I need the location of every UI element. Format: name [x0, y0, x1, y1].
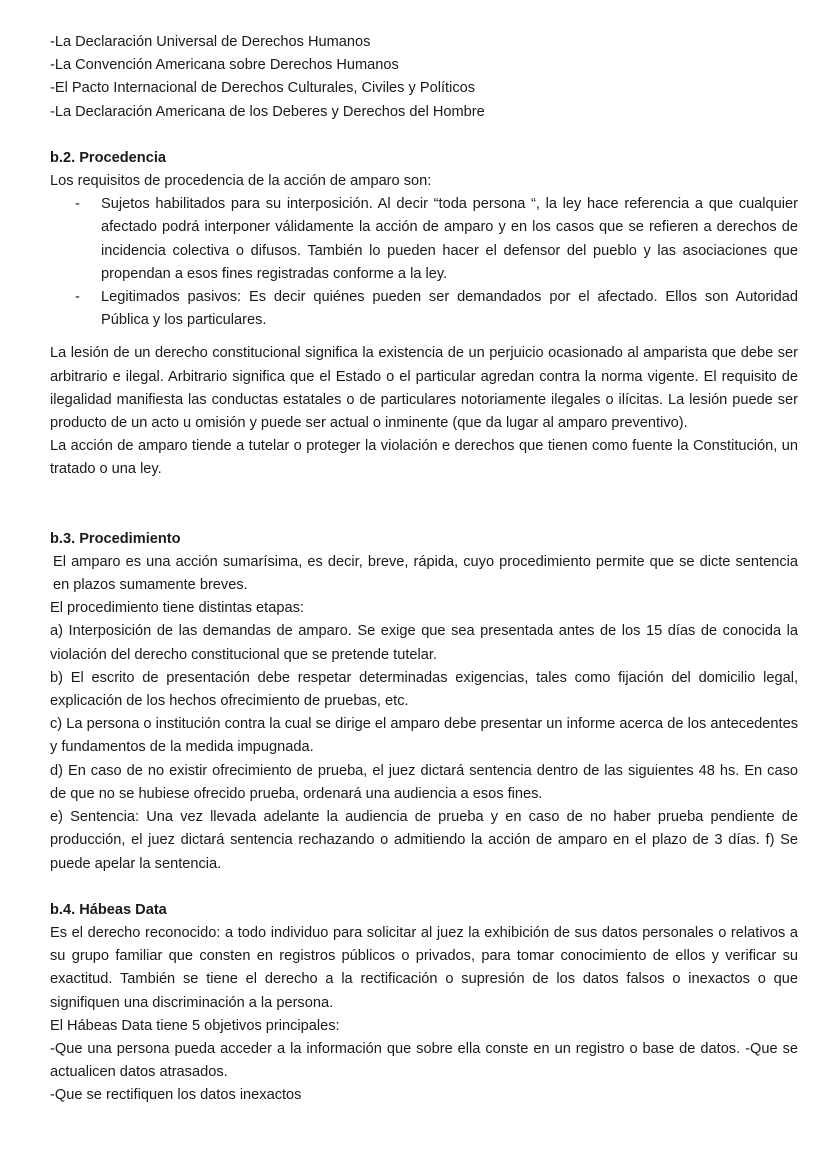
list-item: -La Convención Americana sobre Derechos Humanos	[50, 57, 399, 74]
treaties-list	[50, 31, 798, 124]
list-item: -La Declaración Americana de los Deberes y Derechos del Hombre	[50, 103, 485, 120]
objective-item: -Que se rectifiquen los datos inexactos	[50, 1087, 302, 1104]
stage-item: a) Interposición de las demandas de amparo. Se exige que sea presentada antes de los 15 días de conocida la violación del derecho constitucional que se pretende tutelar.	[50, 623, 798, 663]
list-item-text: Legitimados pasivos: Es decir quiénes pueden ser demandados por el afectado. Ellos son Autoridad Pública y los particulares.	[101, 289, 798, 329]
stage-item: c) La persona o institución contra la cual se dirige el amparo debe presentar un informe acerca de los antecedentes y fundamentos de la medida impugnada.	[50, 716, 798, 756]
objective-item: -Que una persona pueda acceder a la información que sobre ella conste en un registro o base de datos. -Que se actualicen datos atrasados.	[50, 1040, 798, 1081]
section-procedimiento	[50, 528, 798, 876]
document-body	[50, 31, 798, 1108]
stage-item: b) El escrito de presentación debe respetar determinadas exigencias, tales como fijación del domicilio legal, explicación de los hechos ofrecimiento de pruebas, etc.	[50, 669, 798, 710]
bullet-dash: -	[75, 196, 80, 213]
paragraph: La acción de amparo tiende a tutelar o proteger la violación e derechos que tienen como fuente la Constitución, un tratado o una ley.	[50, 438, 798, 478]
paragraph: El amparo es una acción sumarísima, es decir, breve, rápida, cuyo procedimiento permite que se dicte sentencia en plazos sumamente breves.	[53, 553, 798, 594]
list-item	[50, 193, 798, 286]
bullet-dash: -	[75, 289, 80, 306]
list-item-text: Sujetos habilitados para su interposición. Al decir “toda persona “, la ley hace referencia a que cualquier afectado podrá interponer válidamente la acción de amparo y en los casos que se refieren a derechos de incidencia colectiva o difusos. También lo pueden hacer el defensor del pueblo y las asociaciones que propendan a esos fines registradas conforme a la ley.	[101, 196, 798, 282]
section-intro: Los requisitos de procedencia de la acción de amparo son:	[50, 173, 432, 190]
list-item: -La Declaración Universal de Derechos Humanos	[50, 34, 371, 50]
paragraph: Es el derecho reconocido: a todo individuo para solicitar al juez la exhibición de sus datos personales o relativos a su grupo familiar que consten en registros públicos o privados, para tomar conocimiento de ellos y verificar su exactitud. También se tiene el derecho a la rectificación o supresión de los datos falsos o inexactos o que signifiquen una discriminación a la persona.	[50, 924, 798, 1011]
requirements-list	[50, 193, 798, 332]
stage-item: d) En caso de no existir ofrecimiento de prueba, el juez dictará sentencia dentro de las siguientes 48 hs. En caso de que no se hubiese ofrecido prueba, ordenará una audiencia a esos fines.	[50, 762, 798, 802]
list-item	[50, 286, 798, 332]
section-heading: b.4. Hábeas Data	[50, 901, 167, 918]
list-item: -El Pacto Internacional de Derechos Culturales, Civiles y Políticos	[50, 80, 476, 97]
section-heading: b.3. Procedimiento	[50, 530, 181, 547]
stage-item: e) Sentencia: Una vez llevada adelante la audiencia de prueba y en caso de no haber prueba pendiente de producción, el juez dictará sentencia rechazando o admitiendo la acción de amparo en el plazo de 3 días. f) Se puede apelar la sentencia.	[50, 809, 798, 872]
paragraph: La lesión de un derecho constitucional significa la existencia de un perjuicio ocasionado al amparista que debe ser arbitrario e ilegal. Arbitrario significa que el Estado o el particular agredan contra la norma vigente. El requisito de ilegalidad manifiesta las conductas estatales o de particulares notoriamente ilegales o ilícitas. La lesión puede ser producto de un acto u omisión y puede ser actual o inminente (que da lugar al amparo preventivo).	[50, 345, 798, 432]
section-procedencia	[50, 147, 798, 482]
section-heading: b.2. Procedencia	[50, 149, 166, 166]
paragraph: El Hábeas Data tiene 5 objetivos principales:	[50, 1017, 340, 1034]
paragraph: El procedimiento tiene distintas etapas:	[50, 600, 304, 617]
section-habeas-data	[50, 899, 798, 1108]
